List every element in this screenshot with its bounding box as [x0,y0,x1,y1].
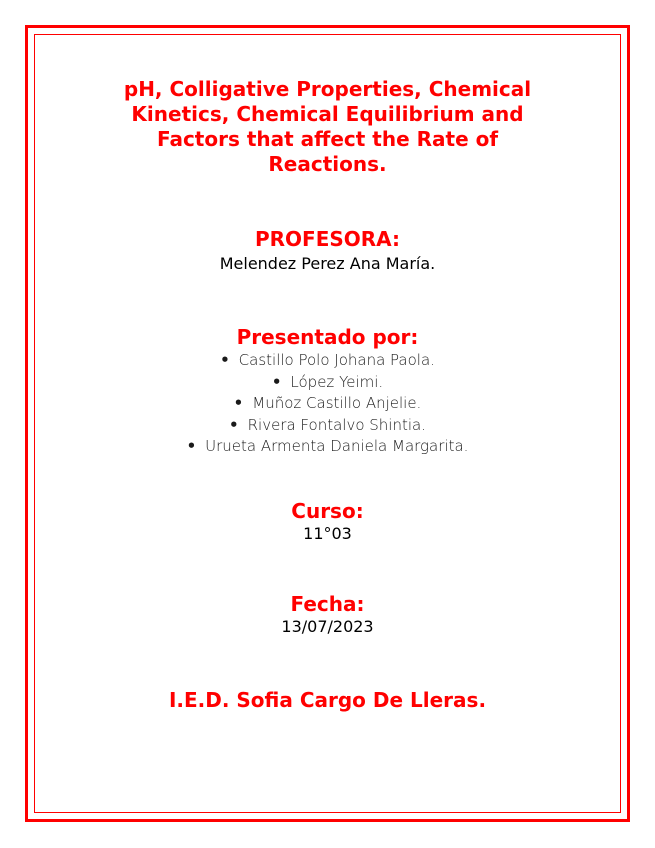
member-name: López Yeimi. [290,372,384,391]
list-item [0,350,655,372]
list-item [0,393,655,415]
bullet-icon: • [229,415,239,434]
presented-by-heading: Presentado por: [236,325,419,349]
bullet-icon: • [186,437,197,455]
school-name: I.E.D. Sofia Cargo De Lleras. [168,688,487,712]
date-heading: Fecha: [290,592,365,616]
course-value: 11°03 [303,524,352,543]
bullet-icon: • [271,372,282,391]
member-name: Muñoz Castillo Anjelie. [252,394,422,412]
bullet-icon: • [233,394,244,412]
course-heading: Curso: [291,499,364,523]
date-value: 13/07/2023 [281,617,374,636]
document-title: pH, Colligative Properties, Chemical Kinetics, Chemical Equilibrium and Factors that affect the Rate of Reactions. [123,77,532,176]
member-name: Castillo Polo Johana Paola. [238,351,435,369]
list-item [0,415,655,437]
list-item [0,372,655,394]
member-name: Rivera Fontalvo Shintia. [247,415,426,434]
professor-heading: PROFESORA: [254,227,401,251]
bullet-icon: • [220,351,230,369]
list-item [0,436,655,458]
members-list [0,350,655,458]
professor-name: Melendez Perez Ana María. [219,254,436,273]
member-name: Urueta Armenta Daniela Margarita. [205,437,469,455]
